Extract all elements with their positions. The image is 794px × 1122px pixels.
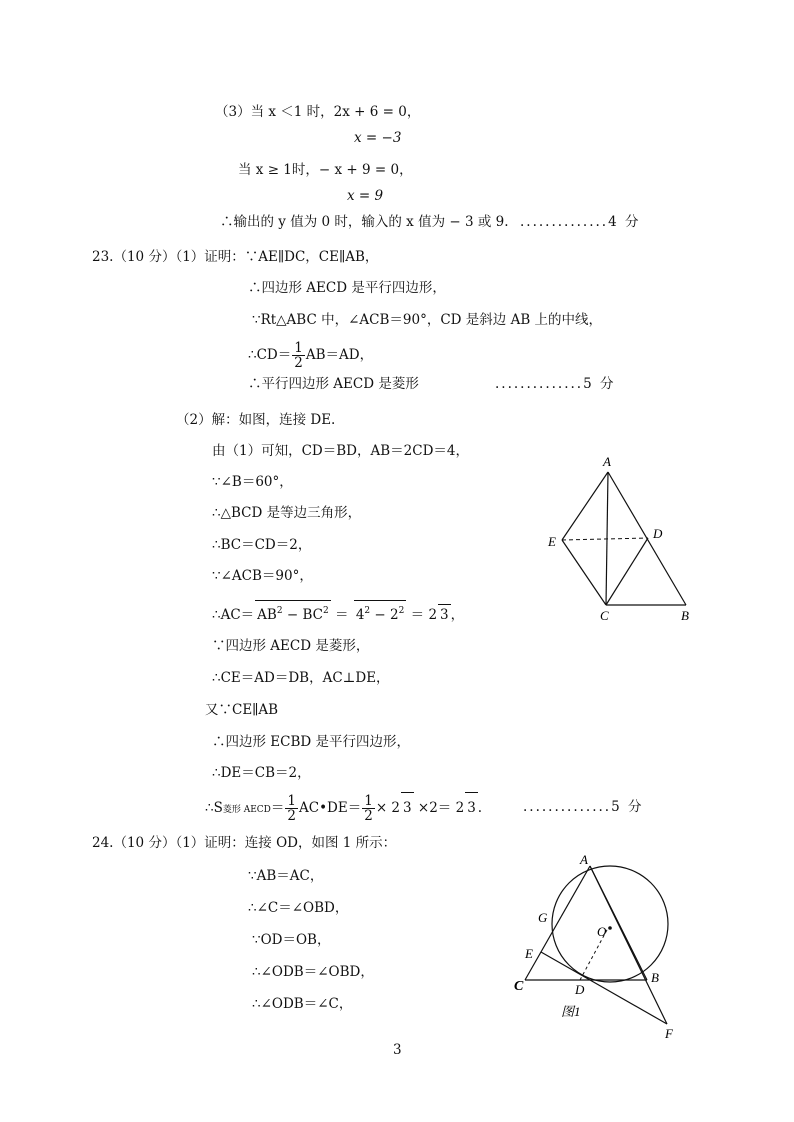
rad-3-b: 3 xyxy=(403,800,412,816)
label-C: C xyxy=(600,608,609,623)
q23-p2-line7: ∵四边形 AECD 是菱形， xyxy=(212,638,370,654)
eq1: ＝ xyxy=(270,800,285,816)
times-2: × 2 xyxy=(375,800,401,816)
q23-p1-score: ..............5 分 xyxy=(495,376,616,392)
times-eq: ×2＝ 2 xyxy=(413,800,465,816)
sqrt-ab-bc xyxy=(255,600,331,625)
frac2-num: 1 xyxy=(287,793,296,809)
fraction-half-3 xyxy=(362,794,375,823)
res-2: ＝ 2 xyxy=(406,607,438,623)
sqrt-3-b xyxy=(401,792,414,823)
case2-result: x = 9 xyxy=(347,188,384,204)
label-O: O xyxy=(597,924,607,939)
q23-p2-line4: ∴BC＝CD＝2， xyxy=(212,537,312,553)
q23-p2-line1: 由（1）可知，CD＝BD，AB＝2CD＝4， xyxy=(212,443,469,459)
rad-2: − 2 xyxy=(370,607,399,623)
q23-p1-line3-b: AB＝AD， xyxy=(305,347,374,363)
case1-result: x = −3 xyxy=(354,130,402,146)
label-D: D xyxy=(653,526,663,541)
frac2-den: 2 xyxy=(287,808,296,824)
eq-sign: ＝ xyxy=(330,607,353,623)
label-E: E xyxy=(525,946,533,961)
rad-ab: AB xyxy=(257,607,277,623)
q23-p2-line2: ∵∠B＝60°， xyxy=(212,474,293,490)
exp-4: 2 xyxy=(398,606,405,616)
frac3-num: 1 xyxy=(364,793,373,809)
case1-line: （3）当 x ＜1 时，2x + 6 = 0， xyxy=(215,104,421,120)
q24-line5: ∴∠ODB＝∠C， xyxy=(252,996,353,1012)
q23-p1-line3 xyxy=(248,340,373,370)
label-C: C xyxy=(514,979,524,994)
fraction-half xyxy=(292,341,305,370)
q23-p2-header: （2）解：如图，连接 DE. xyxy=(176,412,336,428)
rhombus-figure xyxy=(545,450,705,630)
exp-1: 2 xyxy=(276,606,283,616)
q23-p1-line3-a: ∴CD＝ xyxy=(248,347,292,363)
label-A: A xyxy=(603,454,611,469)
q23-header: 23.（10 分）（1）证明：∵AE∥DC，CE∥AB， xyxy=(92,249,379,265)
q23-p2-line5: ∵∠ACB＝90°， xyxy=(212,568,313,584)
q23-p2-line10: ∴四边形 ECBD 是平行四边形， xyxy=(212,734,411,750)
rad-3: 3 xyxy=(440,607,449,623)
label-G: G xyxy=(538,910,548,925)
q23-p1-line4: ∴平行四边形 AECD 是菱形 xyxy=(248,376,419,392)
ac-de: AC•DE＝ xyxy=(298,800,362,816)
q23-p2-line6 xyxy=(212,600,464,625)
part3-score: ..............4 分 xyxy=(520,214,641,230)
exp-2: 2 xyxy=(322,606,329,616)
sqrt-3-c xyxy=(465,792,478,823)
ac-label: ∴AC＝ xyxy=(212,607,255,623)
q23-p1-line2: ∵Rt△ABC 中，∠ACB＝90°，CD 是斜边 AB 上的中线， xyxy=(252,312,603,328)
s-label: ∴S xyxy=(205,800,223,816)
sqrt-4-2 xyxy=(354,600,407,625)
frac-num: 1 xyxy=(294,340,303,356)
q24-header: 24.（10 分）（1）证明：连接 OD，如图 1 所示： xyxy=(92,835,397,851)
q23-p1-line1: ∴四边形 AECD 是平行四边形， xyxy=(248,280,446,296)
q23-p2-line8: ∴CE＝AD＝DB，AC⊥DE， xyxy=(212,670,390,686)
q24-line2: ∴∠C＝∠OBD， xyxy=(248,900,349,916)
case2-line: 当 x ≥ 1时，− x + 9 = 0， xyxy=(238,162,413,178)
rad-4: 4 xyxy=(355,607,365,623)
s-sub: 菱形 AECD xyxy=(222,805,271,815)
q23-p2-score: ..............5 分 xyxy=(523,799,644,815)
q23-p2-line11: ∴DE＝CB＝2， xyxy=(212,765,311,781)
label-E: E xyxy=(548,534,556,549)
frac3-den: 2 xyxy=(364,808,373,824)
q23-p2-line12 xyxy=(205,792,482,825)
frac-den: 2 xyxy=(294,355,303,371)
period: . xyxy=(477,800,483,816)
figure-caption: 图1 xyxy=(561,1004,581,1019)
rad-bc: − BC xyxy=(282,607,323,623)
exp-3: 2 xyxy=(364,606,371,616)
q24-line1: ∵AB＝AC， xyxy=(248,868,324,884)
q24-line3: ∵OD＝OB， xyxy=(252,932,331,948)
circle-figure xyxy=(505,852,695,1042)
q24-line4: ∴∠ODB＝∠OBD， xyxy=(252,964,374,980)
page-number: 3 xyxy=(393,1042,402,1058)
label-A: A xyxy=(580,852,588,867)
label-B: B xyxy=(651,970,659,985)
rad-3-c: 3 xyxy=(467,800,476,816)
label-D: D xyxy=(575,982,585,997)
q23-p2-line3: ∴△BCD 是等边三角形， xyxy=(212,505,362,521)
sqrt-3 xyxy=(438,604,451,625)
label-B: B xyxy=(681,608,689,623)
label-F: F xyxy=(665,1026,673,1041)
fraction-half-2 xyxy=(285,794,298,823)
q23-p2-line9: 又∵CE∥AB xyxy=(205,702,279,718)
comma: ， xyxy=(450,607,465,623)
part3-conclusion: ∴输出的 y 值为 0 时，输入的 x 值为 − 3 或 9. xyxy=(220,214,509,230)
